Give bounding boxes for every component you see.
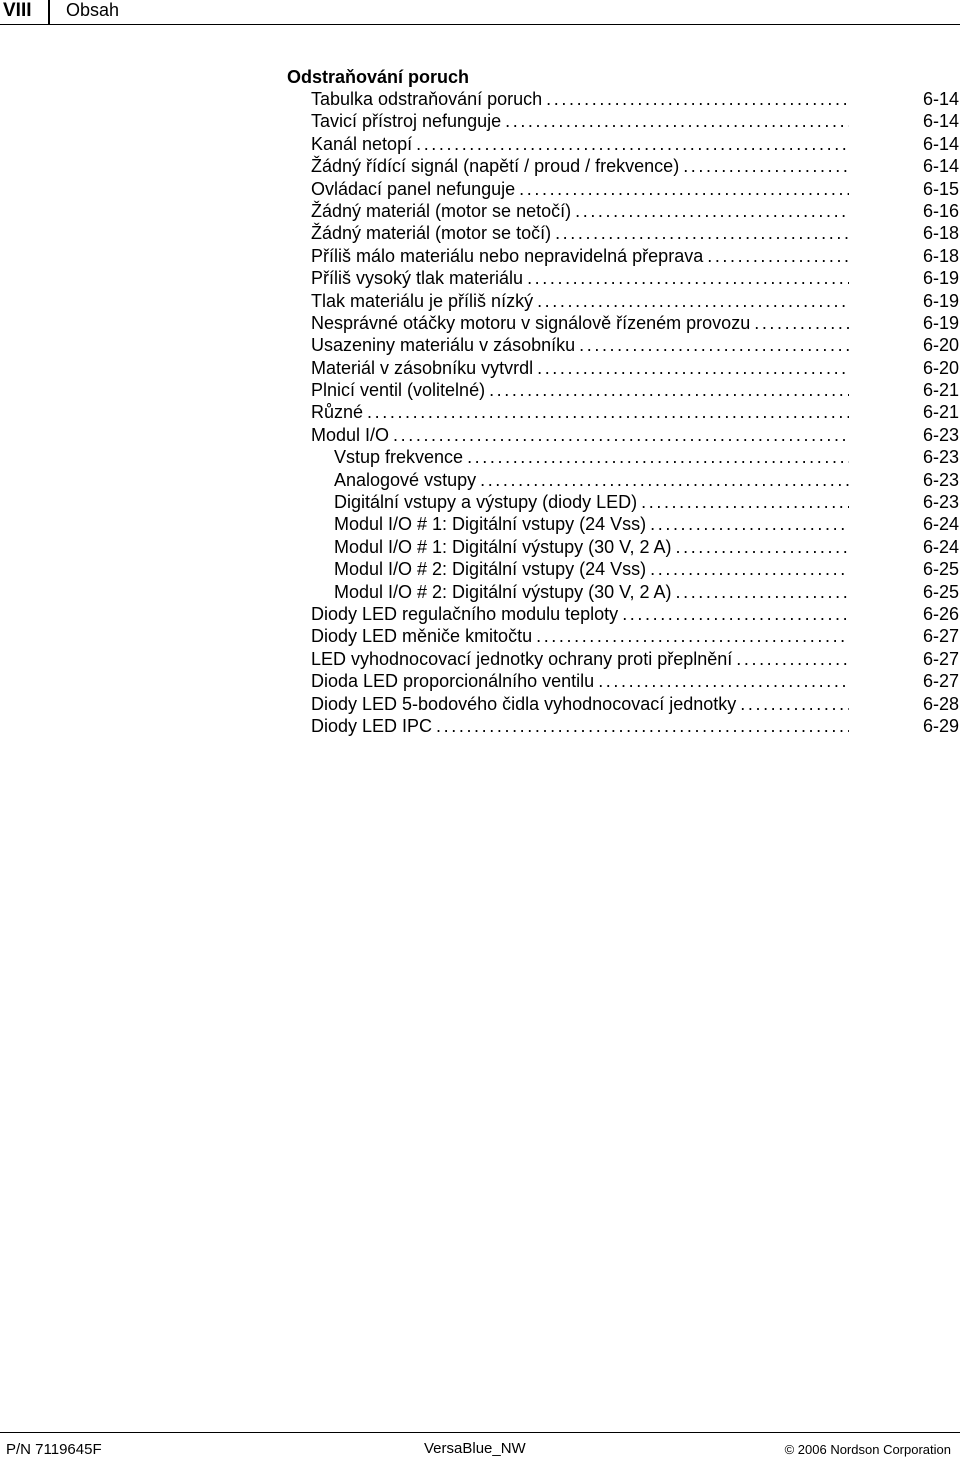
dot-leader [311, 648, 849, 670]
toc-entry-page: 6-25 [922, 581, 959, 602]
toc-entry-page: 6-29 [922, 715, 959, 736]
toc-entry-label: Usazeniny materiálu v zásobníku [311, 335, 579, 355]
toc-entry-page: 6-20 [922, 357, 959, 378]
toc-entry-label: Diody LED měniče kmitočtu [311, 626, 536, 646]
toc-entry-page: 6-28 [922, 693, 959, 714]
dot-leader [311, 401, 849, 423]
dot-leader [311, 267, 849, 289]
toc-entry-label: Příliš málo materiálu nebo nepravidelná přeprava [311, 246, 707, 266]
toc-subentry[interactable] [334, 513, 959, 535]
toc-entry[interactable] [311, 133, 959, 155]
dot-leader [334, 536, 849, 558]
toc-entry-label: Tabulka odstraňování poruch [311, 89, 546, 109]
dot-leader [334, 558, 849, 580]
toc-entry[interactable] [311, 625, 959, 647]
toc-entry-label: Kanál netopí [311, 134, 416, 154]
dot-leader [311, 603, 849, 625]
toc-entry-label: Modul I/O # 1: Digitální výstupy (30 V, 2 A) [334, 537, 676, 557]
dot-leader [311, 334, 849, 356]
toc-entry-page: 6-23 [922, 424, 959, 445]
toc-entry-page: 6-23 [922, 492, 959, 513]
toc-entry-label: Tlak materiálu je příliš nízký [311, 291, 537, 311]
dot-leader [311, 693, 849, 715]
page-number-label: VIII [0, 0, 50, 24]
toc-entry-page: 6-15 [922, 178, 959, 199]
toc-entry-page: 6-24 [922, 536, 959, 557]
toc-entry-page: 6-23 [922, 447, 959, 468]
toc-entry-page: 6-24 [922, 514, 959, 535]
toc-entry-page: 6-14 [922, 89, 959, 109]
toc-entry-page: 6-27 [922, 626, 959, 647]
toc-entry-label: Analogové vstupy [334, 470, 480, 490]
toc-entry-page: 6-14 [922, 156, 959, 177]
toc-entry-label: Diody LED 5-bodového čidla vyhodnocovací jednotky [311, 694, 740, 714]
dot-leader [334, 491, 849, 513]
toc-entry[interactable] [311, 715, 959, 737]
toc-entry[interactable] [311, 334, 959, 356]
toc-entry-page: 6-20 [922, 335, 959, 356]
dot-leader [334, 581, 849, 603]
toc-subentry[interactable] [334, 581, 959, 603]
toc-subentry[interactable] [334, 469, 959, 491]
header-title: Obsah [66, 0, 120, 20]
dot-leader [311, 670, 849, 692]
toc-entry-label: LED vyhodnocovací jednotky ochrany proti přeplnění [311, 649, 736, 669]
toc-entry[interactable] [311, 245, 959, 267]
toc-entry[interactable] [311, 267, 959, 289]
toc-entry-label: Modul I/O [311, 425, 393, 445]
toc-entry-label: Příliš vysoký tlak materiálu [311, 268, 527, 288]
toc-entry-page: 6-21 [922, 402, 959, 423]
dot-leader [311, 379, 849, 401]
section-title[interactable]: Odstraňování poruch [287, 67, 470, 87]
toc-entry-page: 6-27 [922, 648, 959, 669]
toc-entry-page: 6-19 [922, 312, 959, 333]
toc-entry-label: Žádný materiál (motor se netočí) [311, 201, 575, 221]
toc-entry[interactable] [311, 88, 959, 110]
dot-leader [334, 469, 849, 491]
dot-leader [311, 625, 849, 647]
table-of-contents [287, 66, 959, 737]
dot-leader [311, 110, 849, 132]
toc-entry-page: 6-26 [922, 603, 959, 624]
toc-entry-label: Žádný materiál (motor se točí) [311, 223, 555, 243]
toc-entry[interactable] [311, 312, 959, 334]
toc-entry-label: Digitální vstupy a výstupy (diody LED) [334, 492, 641, 512]
page-footer [0, 1432, 960, 1461]
dot-leader [311, 133, 849, 155]
toc-entry-label: Materiál v zásobníku vytvrdl [311, 358, 537, 378]
part-number: P/N 7119645F [6, 1441, 102, 1458]
dot-leader [311, 88, 849, 110]
toc-entry-page: 6-14 [922, 133, 959, 154]
toc-entry-label: Dioda LED proporcionálního ventilu [311, 671, 598, 691]
toc-entry[interactable] [311, 110, 959, 132]
toc-entry-label: Různé [311, 402, 367, 422]
toc-subentry[interactable] [334, 536, 959, 558]
dot-leader [334, 513, 849, 535]
toc-entry[interactable] [311, 290, 959, 312]
dot-leader [311, 155, 849, 177]
toc-entry-page: 6-27 [922, 671, 959, 692]
toc-entry[interactable] [311, 155, 959, 177]
toc-entry-page: 6-18 [922, 245, 959, 266]
dot-leader [311, 245, 849, 267]
toc-entry[interactable] [311, 648, 959, 670]
toc-entry-label: Modul I/O # 1: Digitální vstupy (24 Vss) [334, 514, 650, 534]
toc-entry[interactable] [311, 401, 959, 423]
toc-entry-label: Diody LED IPC [311, 716, 436, 736]
toc-entry-page: 6-16 [922, 200, 959, 221]
toc-entry-page: 6-25 [922, 559, 959, 580]
toc-entry-page: 6-21 [922, 380, 959, 401]
header-rule [0, 24, 960, 25]
dot-leader [311, 178, 849, 200]
toc-entry-page: 6-23 [922, 469, 959, 490]
toc-entry-page: 6-14 [922, 111, 959, 132]
toc-entry[interactable] [311, 424, 959, 446]
toc-entry[interactable] [311, 178, 959, 200]
copyright: © 2006 Nordson Corporation [784, 1442, 951, 1457]
toc-entry[interactable] [311, 693, 959, 715]
toc-entry[interactable] [311, 670, 959, 692]
toc-entry-label: Ovládací panel nefunguje [311, 179, 519, 199]
dot-leader [334, 446, 849, 468]
toc-subentry[interactable] [334, 558, 959, 580]
dot-leader [311, 312, 849, 334]
footer-rule [0, 1432, 960, 1433]
dot-leader [311, 357, 849, 379]
toc-subentry[interactable] [334, 491, 959, 513]
dot-leader [311, 222, 849, 244]
toc-entry-label: Žádný řídící signál (napětí / proud / frekvence) [311, 156, 683, 176]
toc-entry-page: 6-19 [922, 268, 959, 289]
dot-leader [311, 715, 849, 737]
toc-entry-label: Vstup frekvence [334, 447, 467, 467]
toc-entry-label: Nesprávné otáčky motoru v signálově řízeném provozu [311, 313, 754, 333]
toc-entry[interactable] [311, 200, 959, 222]
toc-entry-label: Tavicí přístroj nefunguje [311, 111, 505, 131]
page-header [0, 0, 960, 26]
toc-entry-label: Plnicí ventil (volitelné) [311, 380, 489, 400]
toc-entry-label: Modul I/O # 2: Digitální výstupy (30 V, 2 A) [334, 582, 676, 602]
toc-subentry[interactable] [334, 446, 959, 468]
dot-leader [311, 290, 849, 312]
toc-entry-page: 6-18 [922, 223, 959, 244]
toc-entry[interactable] [311, 379, 959, 401]
product-name: VersaBlue_NW [424, 1440, 526, 1457]
dot-leader [311, 200, 849, 222]
toc-entry-page: 6-19 [922, 290, 959, 311]
dot-leader [311, 424, 849, 446]
toc-entry-label: Modul I/O # 2: Digitální vstupy (24 Vss) [334, 559, 650, 579]
toc-entry[interactable] [311, 222, 959, 244]
toc-entry-label: Diody LED regulačního modulu teploty [311, 604, 622, 624]
toc-entry[interactable] [311, 603, 959, 625]
toc-entry[interactable] [311, 357, 959, 379]
